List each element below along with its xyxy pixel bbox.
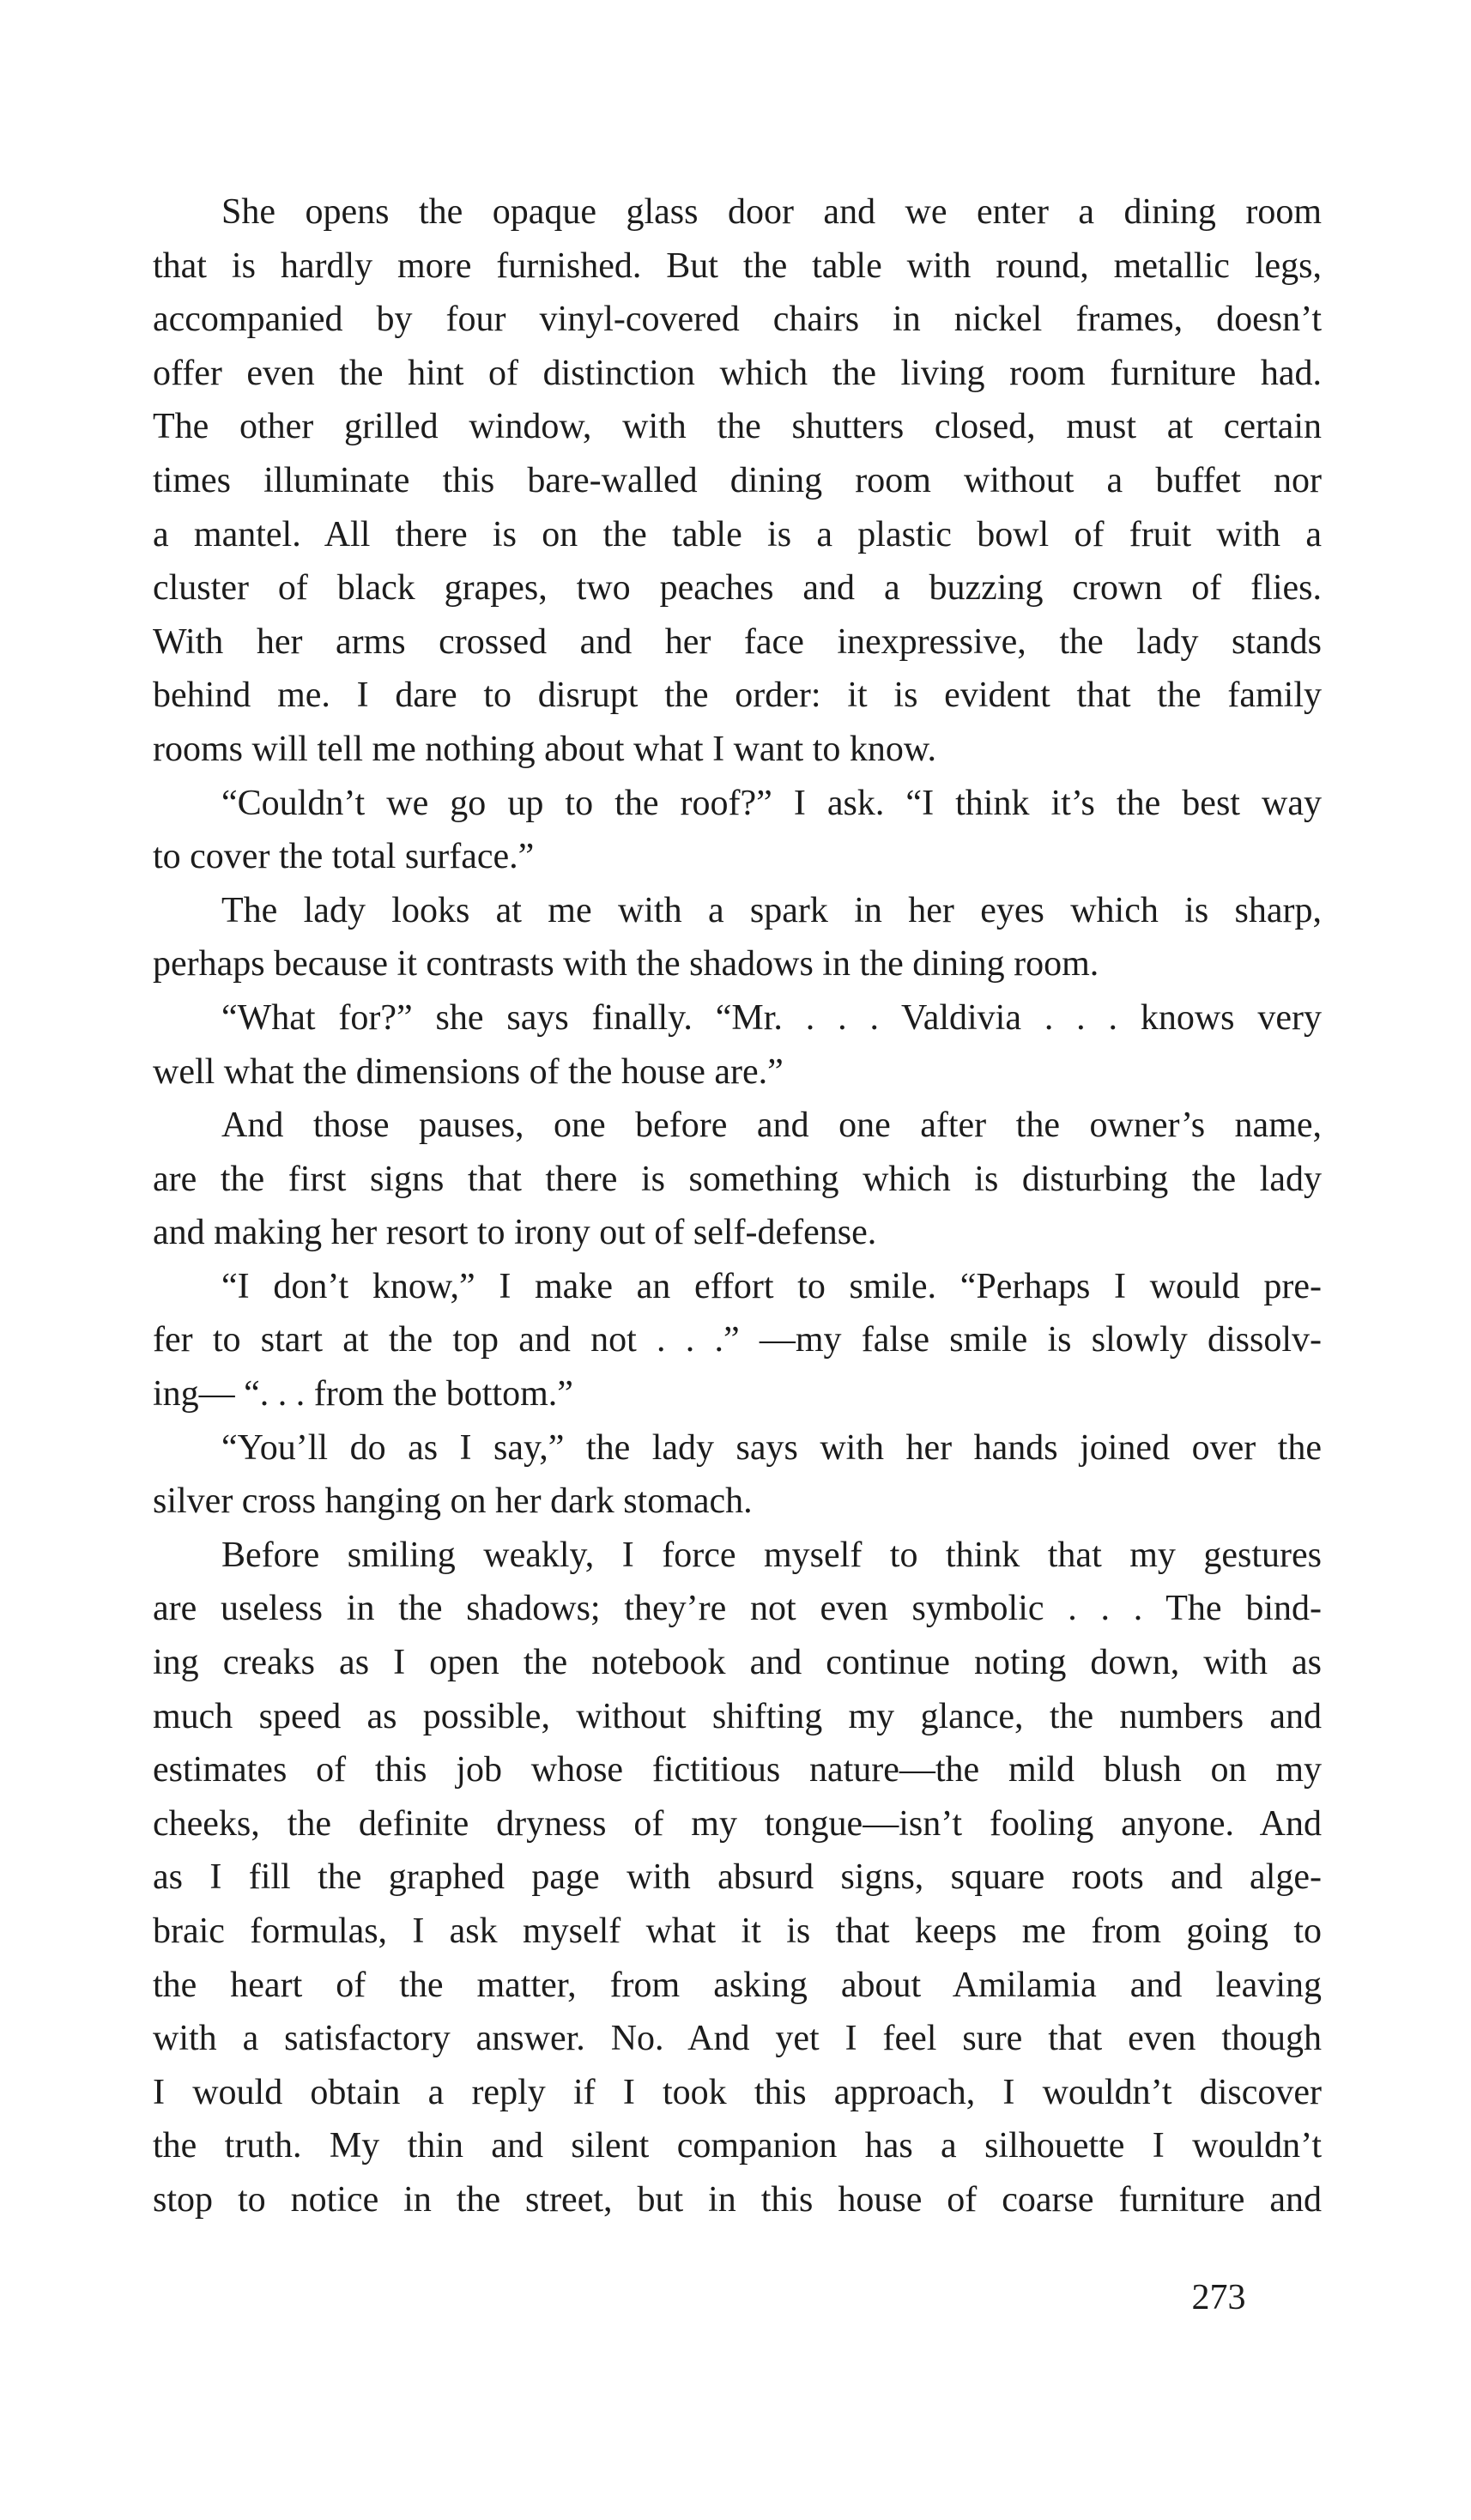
text-line: behind me. I dare to disrupt the order: it is evident that the family — [153, 675, 1322, 716]
text-line: “You’ll do as I say,” the lady says with her hands joined over the — [221, 1427, 1322, 1468]
text-line: stop to notice in the street, but in this house of coarse furniture and — [153, 2179, 1322, 2220]
text-line: I would obtain a reply if I took this approach, I wouldn’t discover — [153, 2072, 1322, 2112]
text-line: the truth. My thin and silent companion has a silhouette I wouldn’t — [153, 2126, 1322, 2166]
page-number: 273 — [1191, 2278, 1246, 2317]
text-line: rooms will tell me nothing about what I want to know. — [153, 729, 936, 769]
text-line: accompanied by four vinyl-covered chairs in nickel frames, doesn’t — [153, 300, 1322, 340]
text-line: a mantel. All there is on the table is a plastic bowl of fruit with a — [153, 514, 1322, 554]
text-line: offer even the hint of distinction which the living room furniture had. — [153, 353, 1322, 393]
text-line: “What for?” she says finally. “Mr. . . . Valdivia . . . knows very — [221, 997, 1322, 1038]
text-line: With her arms crossed and her face inexpressive, the lady stands — [153, 621, 1322, 662]
text-line: cluster of black grapes, two peaches and a buzzing crown of flies. — [153, 568, 1322, 609]
text-line: ing creaks as I open the notebook and continue noting down, with as — [153, 1643, 1322, 1683]
text-line: estimates of this job whose fictitious nature—the mild blush on my — [153, 1750, 1322, 1790]
text-line: much speed as possible, without shifting my glance, the numbers and — [153, 1696, 1322, 1736]
body-text — [153, 185, 1322, 2227]
text-line: that is hardly more furnished. But the table with round, metallic legs, — [153, 245, 1322, 286]
text-line: “I don’t know,” I make an effort to smile. “Perhaps I would pre- — [221, 1266, 1322, 1306]
text-line: with a satisfactory answer. No. And yet I feel sure that even though — [153, 2019, 1322, 2059]
text-line: “Couldn’t we go up to the roof?” I ask. “I think it’s the best way — [221, 783, 1322, 823]
text-line: as I fill the graphed page with absurd signs, square roots and alge- — [153, 1857, 1322, 1898]
text-line: fer to start at the top and not . . .” —my false smile is slowly dissolv- — [153, 1320, 1322, 1360]
text-line: perhaps because it contrasts with the shadows in the dining room. — [153, 944, 1099, 984]
text-line: The lady looks at me with a spark in her eyes which is sharp, — [221, 890, 1322, 930]
text-line: ing— “. . . from the bottom.” — [153, 1374, 573, 1414]
text-line: She opens the opaque glass door and we enter a dining room — [221, 192, 1322, 232]
text-line: the heart of the matter, from asking about Amilamia and leaving — [153, 1965, 1322, 2005]
text-line: to cover the total surface.” — [153, 837, 535, 877]
text-line: silver cross hanging on her dark stomach. — [153, 1481, 753, 1522]
text-line: are the first signs that there is something which is disturbing the lady — [153, 1159, 1322, 1199]
text-line: are useless in the shadows; they’re not even symbolic . . . The bind- — [153, 1589, 1322, 1629]
text-line: braic formulas, I ask myself what it is that keeps me from going to — [153, 1911, 1322, 1951]
text-line: Before smiling weakly, I force myself to think that my gestures — [221, 1535, 1322, 1575]
text-line: well what the dimensions of the house are.” — [153, 1051, 784, 1092]
text-line: and making her resort to irony out of self-defense. — [153, 1213, 877, 1253]
text-line: times illuminate this bare-walled dining room without a buffet nor — [153, 460, 1322, 500]
text-line: And those pauses, one before and one after the owner’s name, — [221, 1106, 1322, 1146]
text-line: cheeks, the definite dryness of my tongue—isn’t fooling anyone. And — [153, 1803, 1322, 1844]
text-line: The other grilled window, with the shutters closed, must at certain — [153, 407, 1322, 447]
